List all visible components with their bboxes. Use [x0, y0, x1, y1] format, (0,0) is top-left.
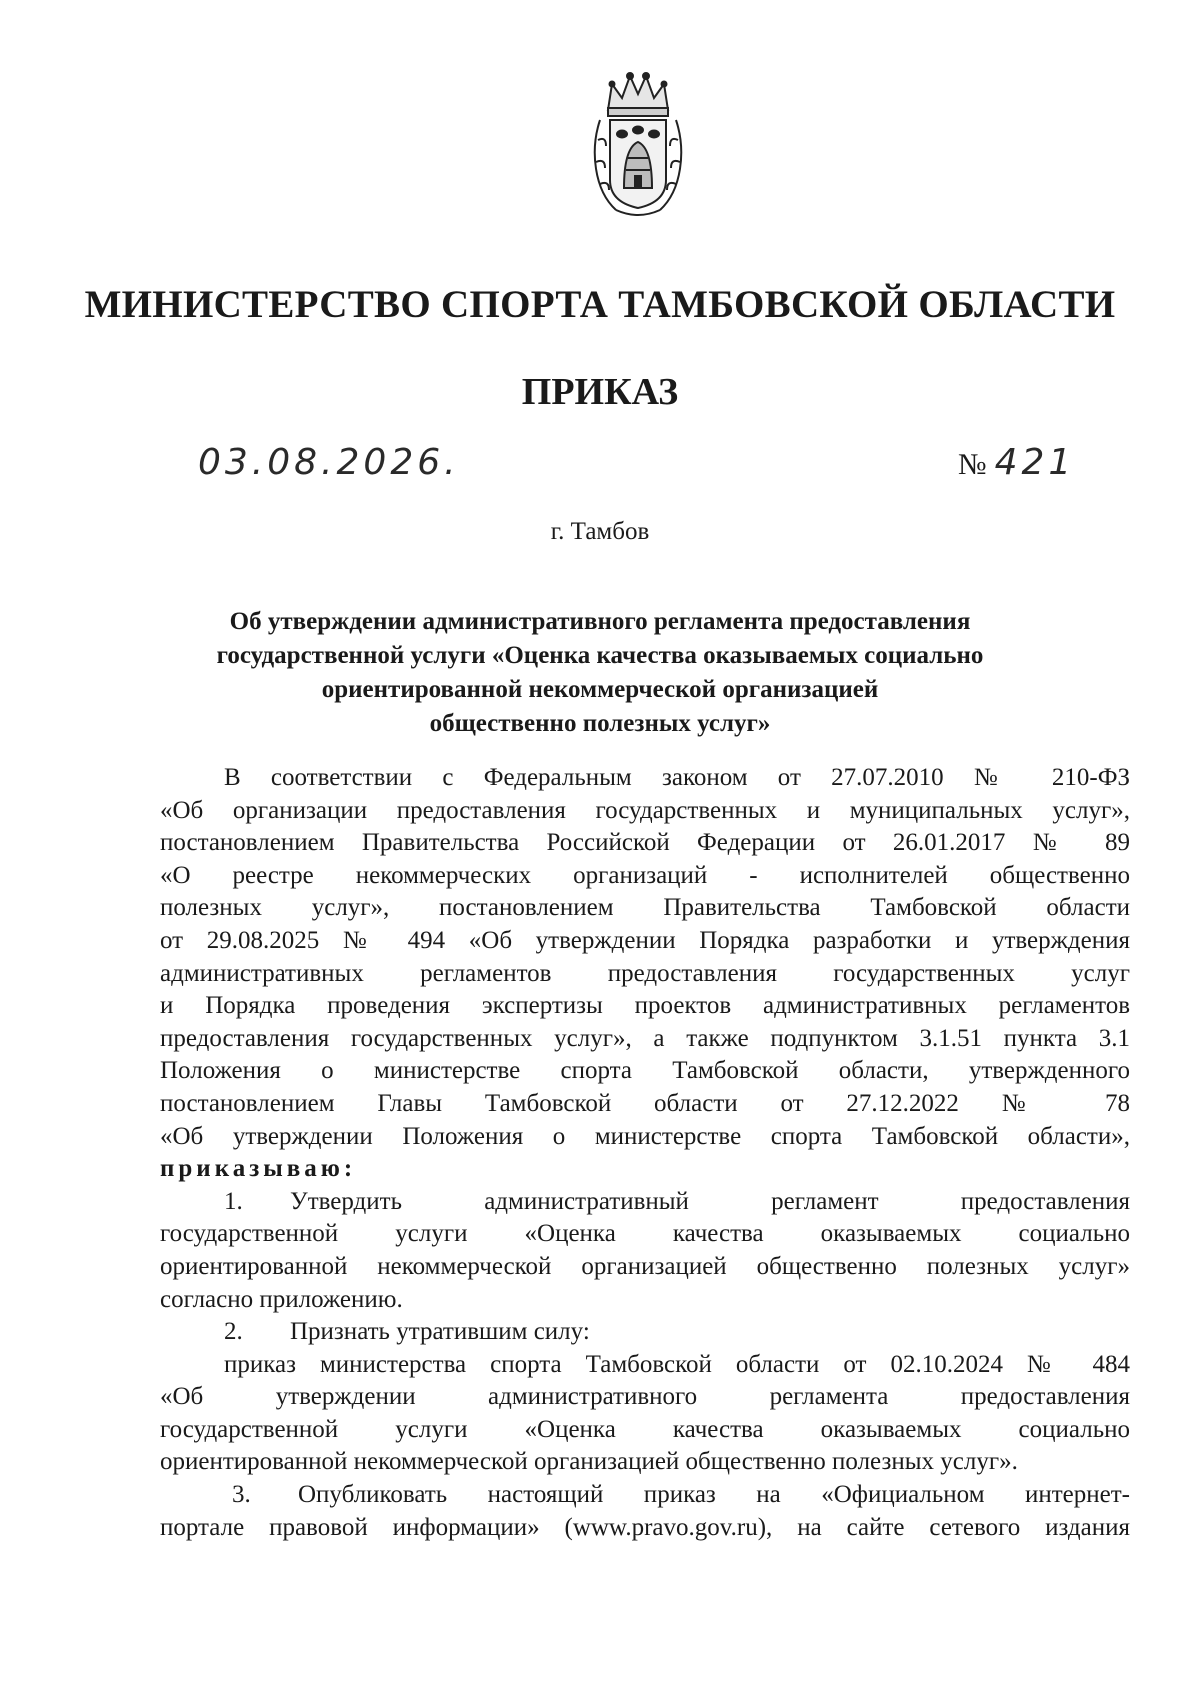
preamble-line: В соответствии с Федеральным законом от 27.07.2010 № 210-ФЗ	[224, 764, 1130, 791]
item-2-line: приказ министерства спорта Тамбовской области от 02.10.2024 № 484	[224, 1350, 1130, 1378]
preamble-line: от 29.08.2025 № 494 «Об утверждении Порядка разработки и утверждения	[160, 926, 1130, 954]
item-1-line: ориентированной некоммерческой организацией общественно полезных услуг»	[160, 1252, 1130, 1280]
city-label: г. Тамбов	[550, 518, 650, 545]
document-type: ПРИКАЗ	[521, 371, 679, 413]
preamble-line: постановлением Главы Тамбовской области от 27.12.2022 № 78	[160, 1089, 1130, 1117]
preamble-line: постановлением Правительства Российской Федерации от 26.01.2017 № 89	[160, 829, 1130, 857]
order-word-line	[160, 1153, 1130, 1186]
title-line: государственной услуги «Оценка качества оказываемых социально	[216, 642, 984, 669]
preamble-line: предоставления государственных услуг», а также подпунктом 3.1.51 пункта 3.1	[160, 1024, 1130, 1052]
item-1-first-line	[160, 1186, 1130, 1219]
item-1-line: согласно приложению.	[160, 1285, 403, 1313]
handwritten-number: 421	[994, 442, 1076, 483]
preamble-line: административных регламентов предоставления государственных услуг	[160, 959, 1130, 987]
item-text: Признать утратившим силу:	[290, 1318, 590, 1346]
coat-of-arms-emblem	[586, 70, 690, 220]
item-1-line: государственной услуги «Оценка качества оказываемых социально	[160, 1220, 1130, 1248]
item-3-first-line	[160, 1479, 1130, 1512]
item-number: 2.	[224, 1318, 243, 1346]
document-body	[160, 762, 1130, 1544]
number-sign: №	[958, 448, 987, 481]
title-line: Об утверждении административного регламента предоставления	[229, 608, 971, 635]
preamble-line: Положения о министерстве спорта Тамбовской области, утвержденного	[160, 1057, 1130, 1085]
item-2-line: ориентированной некоммерческой организацией общественно полезных услуг».	[160, 1448, 1018, 1476]
item-2-first-line	[160, 1316, 1130, 1349]
preamble-line: «Об утверждении Положения о министерстве спорта Тамбовской области»,	[160, 1122, 1130, 1150]
item-text: Опубликовать настоящий приказ на «Официальном интернет-	[298, 1481, 1130, 1509]
ministry-name: МИНИСТЕРСТВО СПОРТА ТАМБОВСКОЙ ОБЛАСТИ	[84, 283, 1116, 326]
preamble-line: полезных услуг», постановлением Правительства Тамбовской области	[160, 894, 1130, 922]
preamble-line: и Порядка проведения экспертизы проектов административных регламентов	[160, 992, 1130, 1020]
handwritten-date: 03.08.2026.	[198, 442, 460, 483]
item-2-line: «Об утверждении административного регламента предоставления	[160, 1383, 1130, 1411]
order-number	[958, 442, 1075, 483]
item-text: Утвердить административный регламент предоставления	[290, 1187, 1130, 1215]
item-number: 1.	[224, 1187, 243, 1215]
preamble-line: «Об организации предоставления государственных и муниципальных услуг»,	[160, 796, 1130, 824]
title-line: общественно полезных услуг»	[429, 710, 771, 737]
document-title	[160, 605, 1040, 741]
title-line: ориентированной некоммерческой организацией	[321, 676, 879, 703]
item-number: 3.	[232, 1481, 251, 1509]
item-3-line: портале правовой информации» (www.pravo.gov.ru), на сайте сетевого издания	[160, 1513, 1130, 1541]
order-word: приказываю:	[160, 1155, 357, 1183]
preamble-line: «О реестре некоммерческих организаций - исполнителей общественно	[160, 861, 1130, 889]
item-2-line: государственной услуги «Оценка качества оказываемых социально	[160, 1415, 1130, 1443]
